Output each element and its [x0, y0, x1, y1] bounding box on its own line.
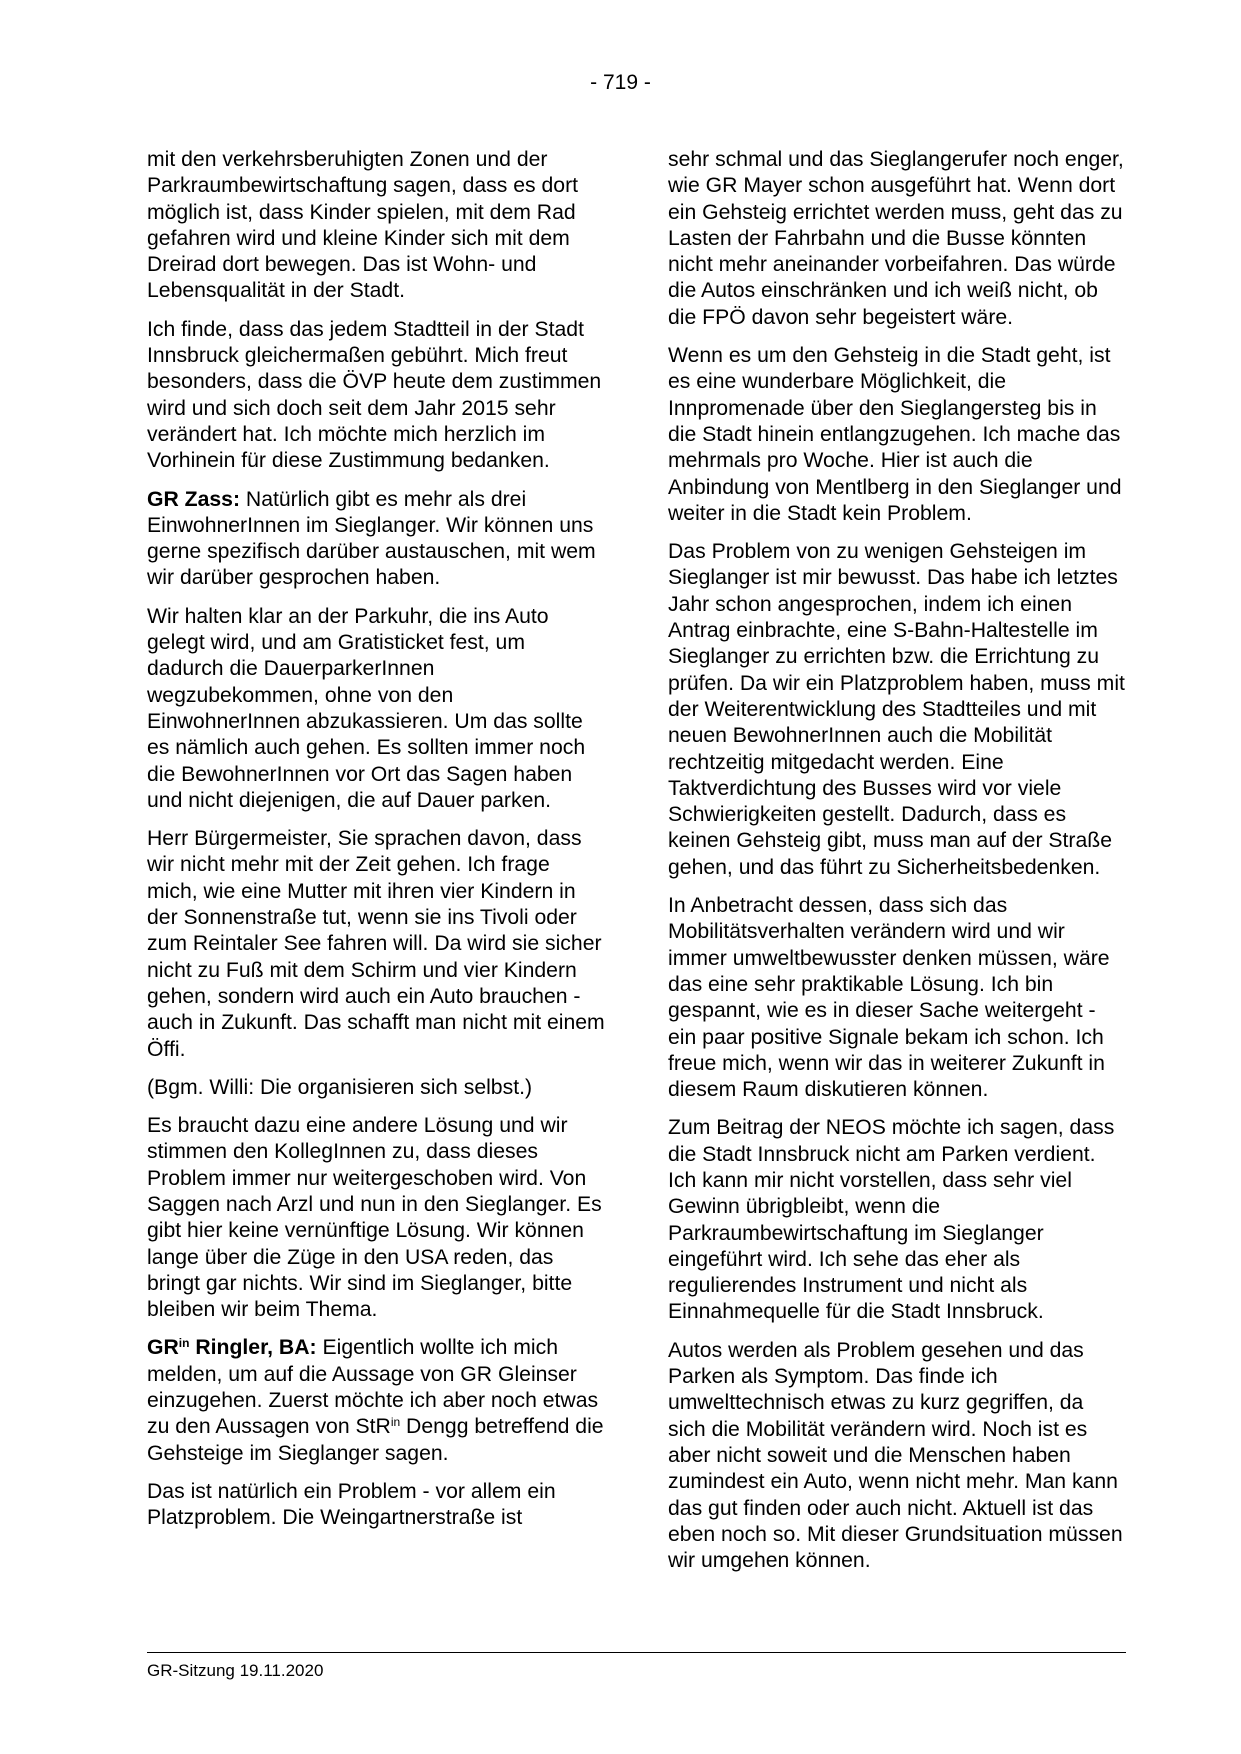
paragraph: In Anbetracht dessen, dass sich das Mobilitätsverhalten verändern wird und wir immer umweltbewusster denken müssen, wäre das eine sehr praktikable Lösung. Ich bin gespannt, wie es in dieser Sache weitergeht - ein paar positive Signale bekam ich schon. Ich freue mich, wenn wir das in weiterer Zukunft in diesem Raum diskutieren können. [668, 894, 1110, 1102]
paragraph: Das ist natürlich ein Problem - vor allem ein Platzproblem. Die Weingartnerstraße ist [147, 1479, 556, 1530]
paragraph: Zum Beitrag der NEOS möchte ich sagen, dass die Stadt Innsbruck nicht am Parken verdient. Ich kann mir nicht vorstellen, dass sehr viel Gewinn übrigbleibt, wenn die Parkraumbewirtschaftung im Sieglanger eingeführt wird. Ich sehe das eher als regulierendes Instrument und nicht als Einnahmequelle für die Stadt Innsbruck. [668, 1116, 1115, 1324]
interjection: (Bgm. Willi: Die organisieren sich selbst.) [147, 1075, 533, 1099]
speaker-title: GR [147, 1336, 179, 1360]
paragraph [147, 487, 605, 592]
speaker-name: GR Zass: [147, 487, 241, 511]
left-column [147, 147, 605, 1544]
page-number: - 719 - [590, 71, 651, 94]
paragraph: Ich finde, dass das jedem Stadtteil in der Stadt Innsbruck gleichermaßen gebührt. Mich freut besonders, dass die ÖVP heute dem zustimmen wird und sich doch seit dem Jahr 2015 sehr verändert hat. Ich möchte mich herzlich im Vorhinein für diese Zustimmung bedanken. [147, 317, 602, 473]
superscript: in [178, 1336, 190, 1351]
paragraph: mit den verkehrsberuhigten Zonen und der Parkraumbewirtschaftung sagen, dass es dort möglich ist, dass Kinder spielen, mit dem Rad gefahren wird und kleine Kinder sich mit dem Dreirad dort bewegen. Das ist Wohn- und Lebensqualität in der Stadt. [147, 148, 579, 303]
footer-text: GR-Sitzung 19.11.2020 [147, 1661, 324, 1680]
paragraph: Wenn es um den Gehsteig in die Stadt geht, ist es eine wunderbare Möglichkeit, die Innpromenade über den Sieglangersteg bis in die Stadt hinein entlangzugehen. Ich mache das mehrmals pro Woche. Hier ist auch die Anbindung von Mentlberg in den Sieglanger und weiter in die Stadt kein Problem. [668, 344, 1122, 525]
paragraph: Das Problem von zu wenigen Gehsteigen im Sieglanger ist mir bewusst. Das habe ich letztes Jahr schon angesprochen, indem ich einen Antrag einbrachte, eine S-Bahn-Haltestelle im Sieglanger zu errichten bzw. die Errichtung zu prüfen. Da wir ein Platzproblem haben, muss mit der Weiterentwicklung des Stadtteiles und mit neuen BewohnerInnen auch die Mobilität rechtzeitig mitgedacht werden. Eine Taktverdichtung des Busses wird vor viele Schwierigkeiten gestellt. Dadurch, dass es keinen Gehsteig gibt, muss man auf der Straße gehen, und das führt zu Sicherheitsbedenken. [668, 540, 1125, 879]
paragraph: Wir halten klar an der Parkuhr, die ins Auto gelegt wird, und am Gratisticket fest, um dadurch die DauerparkerInnen wegzubekommen, ohne von den EinwohnerInnen abzukassieren. Um das sollte es nämlich auch gehen. Es sollten immer noch die BewohnerInnen vor Ort das Sagen haben und nicht diejenigen, die auf Dauer parken. [147, 604, 586, 812]
paragraph-text: Eigentlich wollte ich mich melden, um auf die Aussage von GR Gleinser einzugehen. Zuerst möchte ich aber noch etwas zu den Aussagen von StR [147, 1336, 599, 1439]
paragraph: sehr schmal und das Sieglangerufer noch enger, wie GR Mayer schon ausgeführt hat. Wenn dort ein Gehsteig errichtet werden muss, geht das zu Lasten der Fahrbahn und die Busse könnten nicht mehr aneinander vorbeifahren. Das würde die Autos einschränken und ich weiß nicht, ob die FPÖ davon sehr begeistert wäre. [668, 148, 1124, 329]
right-column [668, 147, 1126, 1586]
superscript: in [390, 1415, 401, 1430]
paragraph-text: Dengg betreffend die Gehsteige im Sieglanger sagen. [147, 1415, 604, 1465]
paragraph: Autos werden als Problem gesehen und das Parken als Symptom. Das finde ich umwelttechnisch etwas zu kurz gegriffen, da sich die Mobilität verändern wird. Noch ist es aber nicht soweit und die Menschen haben zumindest ein Auto, wenn nicht mehr. Man kann das gut finden oder auch nicht. Aktuell ist das eben noch so. Mit dieser Grundsituation müssen wir umgehen können. [668, 1338, 1123, 1573]
paragraph [147, 1335, 605, 1466]
paragraph: Es braucht dazu eine andere Lösung und wir stimmen den KollegInnen zu, dass dieses Problem immer nur weitergeschoben wird. Von Saggen nach Arzl und nun in den Sieglanger. Es gibt hier keine vernünftige Lösung. Wir können lange über die Züge in den USA reden, das bringt gar nichts. Wir sind im Sieglanger, bitte bleiben wir beim Thema. [147, 1114, 602, 1322]
speaker-surname: Ringler, BA: [189, 1336, 317, 1360]
paragraph: Herr Bürgermeister, Sie sprachen davon, dass wir nicht mehr mit der Zeit gehen. Ich frage mich, wie eine Mutter mit ihren vier Kindern in der Sonnenstraße tut, wenn sie ins Tivoli oder zum Reintaler See fahren will. Da wird sie sicher nicht zu Fuß mit dem Schirm und vier Kindern gehen, sondern wird auch ein Auto brauchen - auch in Zukunft. Das schafft man nicht mit einem Öffi. [147, 827, 605, 1061]
paragraph-text: Natürlich gibt es mehr als drei EinwohnerInnen im Sieglanger. Wir können uns gerne spezifisch darüber austauschen, mit wem wir darüber gesprochen haben. [147, 487, 596, 590]
footer-divider [147, 1652, 1126, 1653]
speaker-name [147, 1336, 317, 1359]
